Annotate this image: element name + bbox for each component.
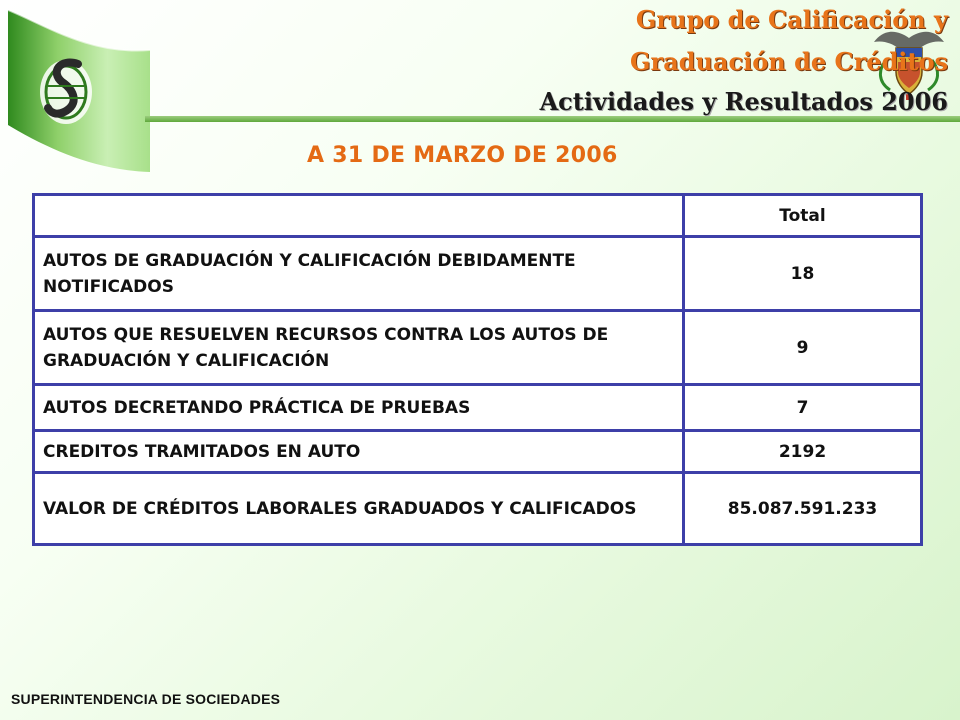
superintendencia-logo-flag [0,0,160,175]
report-date-heading: A 31 DE MARZO DE 2006 [307,143,618,168]
header-subtitle: Actividades y Resultados 2006 [539,87,948,116]
table-row [34,385,922,431]
column-header-total: Total [684,195,922,237]
table-header-row [34,195,922,237]
row-value: 85.087.591.233 [684,473,922,545]
row-label: CREDITOS TRAMITADOS EN AUTO [34,431,684,473]
row-label: VALOR DE CRÉDITOS LABORALES GRADUADOS Y CALIFICADOS [34,473,684,545]
table-row [34,473,922,545]
row-label: AUTOS QUE RESUELVEN RECURSOS CONTRA LOS AUTOS DE GRADUACIÓN Y CALIFICACIÓN [34,311,684,385]
results-table [32,193,923,546]
table-row [34,311,922,385]
header-rule [145,116,960,122]
footer-organization: SUPERINTENDENCIA DE SOCIEDADES [11,691,281,707]
row-value: 2192 [684,431,922,473]
row-label: AUTOS DECRETANDO PRÁCTICA DE PRUEBAS [34,385,684,431]
table-row [34,237,922,311]
header-title-line-1: Grupo de Calificación y [635,5,948,34]
row-value: 9 [684,311,922,385]
row-value: 7 [684,385,922,431]
table-row [34,431,922,473]
table-header-empty-cell [34,195,684,237]
row-value: 18 [684,237,922,311]
header-title-line-2: Graduación de Créditos [630,47,948,76]
row-label: AUTOS DE GRADUACIÓN Y CALIFICACIÓN DEBIDAMENTE NOTIFICADOS [34,237,684,311]
